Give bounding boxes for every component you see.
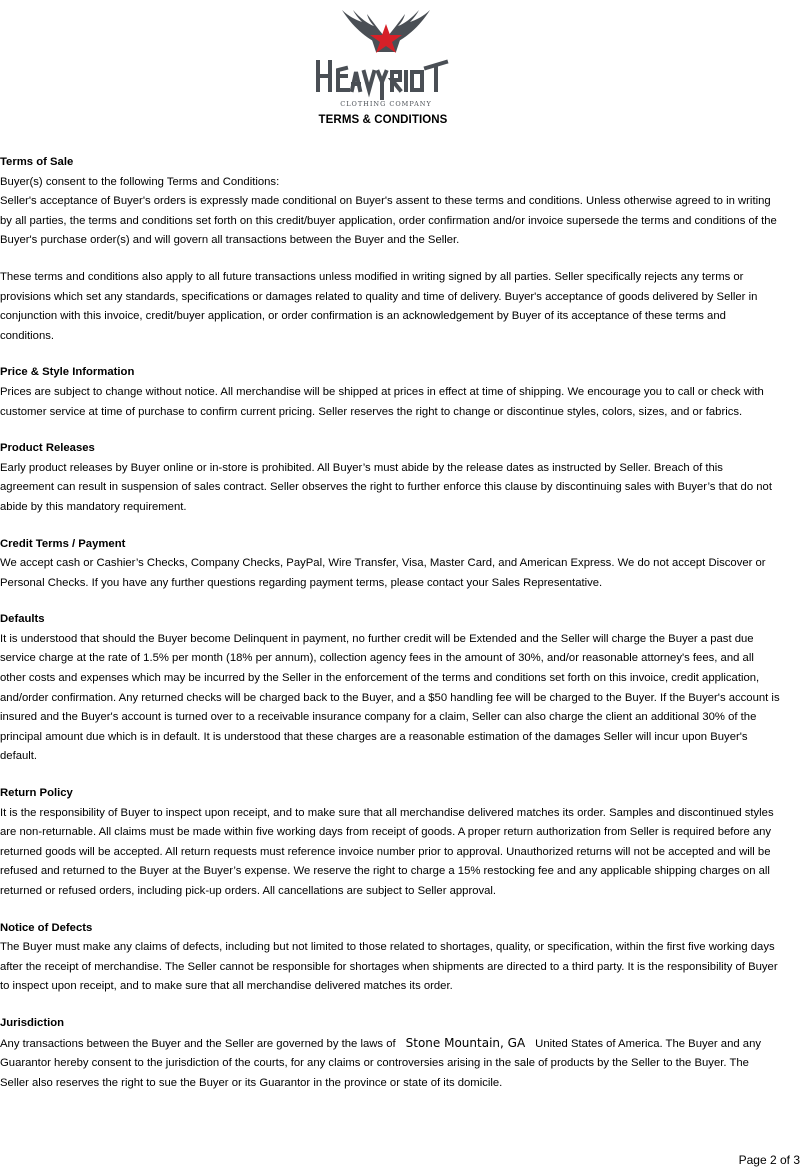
section-return-policy <box>0 784 780 902</box>
section-heading: Return Policy <box>0 787 73 800</box>
document-title: TERMS & CONDITIONS <box>318 114 448 126</box>
terms-content <box>0 153 780 1110</box>
jurisdiction-text-before: Any transactions between the Buyer and the Seller are governed by the laws of <box>0 1037 396 1050</box>
section-paragraph <box>0 173 780 251</box>
section-defaults <box>0 610 780 767</box>
section-price-style <box>0 363 780 422</box>
section-heading: Defaults <box>0 613 45 626</box>
section-jurisdiction <box>0 1014 780 1093</box>
section-heading: Credit Terms / Payment <box>0 537 126 550</box>
section-credit-terms <box>0 535 780 594</box>
section-terms-of-sale <box>0 153 780 346</box>
section-paragraph: Early product releases by Buyer online or in-store is prohibited. All Buyer’s must abide by the release dates as instructed by Seller. Breach of this agreement can result in suspension of sales contract. Seller observes the right to further enforce this clause by discontinuing sales with Buyer’s that do not abide by this mandatory requirement. <box>0 461 772 513</box>
jurisdiction-text-after: United States of America. The Buyer and any Guarantor hereby consent to the jurisdiction of the courts, for any claims or controversies arising in the sale of products by the Seller to the Buyer. The Seller also reserves the right to sue the Buyer or its Guarantor in the province or state of its domicile. <box>0 1037 762 1089</box>
section-paragraph <box>0 1034 780 1094</box>
section-notice-of-defects <box>0 919 780 997</box>
section-paragraph: We accept cash or Cashier’s Checks, Company Checks, PayPal, Wire Transfer, Visa, Master Card, and American Express. We do not accept Discover or Personal Checks. If you have any further questions regarding payment terms, please contact your Sales Representative. <box>0 557 766 589</box>
section-heading: Notice of Defects <box>0 921 93 934</box>
page-number: Page 2 of 3 <box>738 1153 800 1167</box>
heavy-riot-logo <box>312 6 460 110</box>
section-paragraph: The Buyer must make any claims of defects, including but not limited to those related to shortages, quality, or specification, within the first five working days after the receipt of merchandise. The Seller cannot be responsible for shortages when shipments are directed to a third party. It is the responsibility of Buyer to inspect upon receipt, and to make sure that all merchandise delivered matches its order. <box>0 941 778 993</box>
consent-line: Buyer(s) consent to the following Terms and Conditions: <box>0 175 280 188</box>
logo-tagline: CLOTHING COMPANY <box>340 100 432 108</box>
acceptance-text: Seller's acceptance of Buyer's orders is expressly made conditional on Buyer's assent to these terms and conditions. Unless otherwise agreed to in writing by all parties, the terms and conditions set forth on this credit/buyer application, order confirmation and/or invoice supersede the terms and conditions of the Buyer's purchase order(s) and will govern all transactions between the Buyer and the Seller. <box>0 195 777 247</box>
jurisdiction-location: Stone Mountain, GA <box>405 1035 526 1050</box>
section-heading: Terms of Sale <box>0 156 74 168</box>
section-paragraph: It is the responsibility of Buyer to inspect upon receipt, and to make sure that all merchandise delivered matches its order. Samples and discontinued styles are non-returnable. All claims must be made within five working days from receipt of goods. A proper return authorization from Seller is required before any returned goods will be accepted. All return requests must reference invoice number prior to approval. Unauthorized returns will not be accepted and will be refused and returned to the Buyer at the Buyer’s expense. We reserve the right to charge a 15% restocking fee and any applicable shipping charges on all returned or refused orders, including pick-up orders. All cancellations are subject to Seller approval. <box>0 806 774 897</box>
section-heading: Price & Style Information <box>0 366 135 379</box>
section-heading: Product Releases <box>0 442 95 455</box>
section-paragraph: Prices are subject to change without notice. All merchandise will be shipped at prices in effect at time of shipping. We encourage you to call or check with customer service at time of purchase to confirm current pricing. Seller reserves the right to change or discontinue styles, colors, sizes, and or fabrics. <box>0 385 764 418</box>
section-paragraph: It is understood that should the Buyer become Delinquent in payment, no further credit will be Extended and the Seller will charge the Buyer a past due service charge at the rate of 1.5% per month (18% per annum), collection agency fees in the amount of 30%, and/or reasonable attorney's fees, and all other costs and expenses which may be incurred by the Seller in the enforcement of the terms and conditions set forth on this invoice, credit application, and/order confirmation. Any returned checks will be charged back to the Buyer, and a $50 handling fee will be charged to the Buyer. If the Buyer's account is insured and the Buyer's account is turned over to a receivable insurance company for a claim, Seller can also charge the client an additional 30% of the principal amount due which is in default. It is understood that these charges are a reasonable estimation of the damages Seller will incur upon Buyer's default. <box>0 632 780 763</box>
section-heading: Jurisdiction <box>0 1016 65 1029</box>
section-paragraph: These terms and conditions also apply to all future transactions unless modified in writing signed by all parties. Seller specifically rejects any terms or provisions which set any standards, specifications or damages related to quality and time of delivery. Buyer's acceptance of goods delivered by Seller in conjunction with this invoice, credit/buyer application, or order confirmation is an acknowledgement by Buyer of its acceptance of these terms and conditions. <box>0 270 758 342</box>
section-product-releases <box>0 439 780 517</box>
